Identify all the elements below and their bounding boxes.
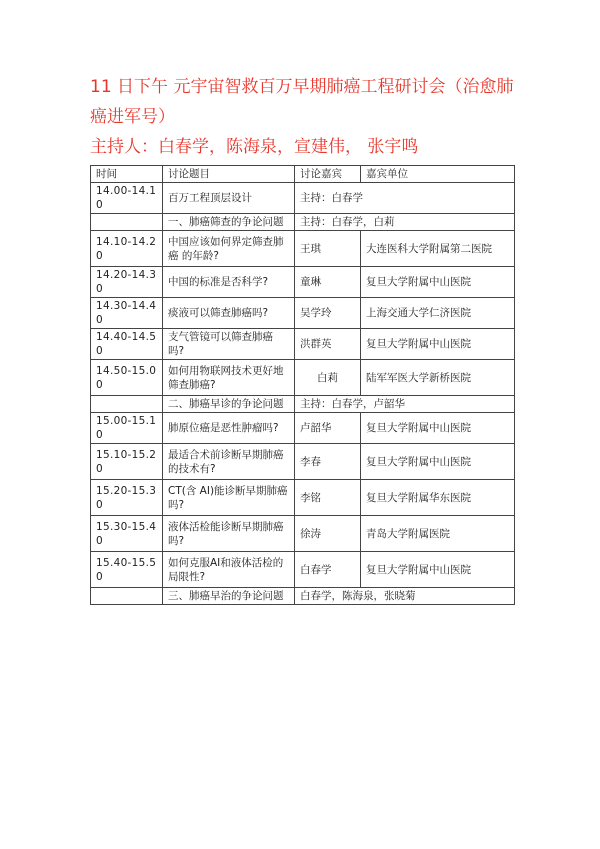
cell-time: 15.40-15.50	[91, 552, 163, 588]
cell-guest: 白莉	[295, 360, 361, 396]
cell-guest: 吴学玲	[295, 298, 361, 329]
session-row	[91, 183, 515, 214]
cell-time: 14.10-14.20	[91, 231, 163, 267]
cell-guest: 徐涛	[295, 516, 361, 552]
cell-guest: 洪群英	[295, 329, 361, 360]
table-row	[91, 516, 515, 552]
cell-time: 15.10-15.20	[91, 444, 163, 480]
cell-topic: 肺原位癌是恶性肿瘤吗?	[163, 413, 295, 444]
cell-topic: 最适合术前诊断早期肺癌的技术有?	[163, 444, 295, 480]
cell-unit: 陆军军医大学新桥医院	[361, 360, 515, 396]
session-row	[91, 396, 515, 413]
cell-unit: 复旦大学附属华东医院	[361, 480, 515, 516]
cell-topic: CT(含 AI)能诊断早期肺癌吗?	[163, 480, 295, 516]
cell-unit: 复旦大学附属中山医院	[361, 552, 515, 588]
header-unit: 嘉宾单位	[361, 166, 515, 183]
cell-topic: 中国的标准是否科学?	[163, 267, 295, 298]
cell-time	[91, 588, 163, 605]
cell-topic: 支气管镜可以筛查肺癌吗?	[163, 329, 295, 360]
cell-topic: 如何用物联网技术更好地 筛查肺癌?	[163, 360, 295, 396]
header-time: 时间	[91, 166, 163, 183]
cell-time	[91, 396, 163, 413]
cell-unit: 复旦大学附属中山医院	[361, 329, 515, 360]
cell-time: 15.30-15.40	[91, 516, 163, 552]
table-row	[91, 480, 515, 516]
cell-guest: 王琪	[295, 231, 361, 267]
cell-session-host: 主持：白春学，白莉	[295, 214, 515, 231]
cell-time	[91, 214, 163, 231]
header-topic: 讨论题目	[163, 166, 295, 183]
cell-time: 15.20-15.30	[91, 480, 163, 516]
cell-topic: 二、肺癌早诊的争论问题	[163, 396, 295, 413]
cell-time: 14.40-14.50	[91, 329, 163, 360]
cell-time: 14.20-14.30	[91, 267, 163, 298]
cell-session-host: 主持：白春学，卢韶华	[295, 396, 515, 413]
cell-topic: 一、肺癌筛查的争论问题	[163, 214, 295, 231]
table-header-row	[91, 166, 515, 183]
cell-unit: 上海交通大学仁济医院	[361, 298, 515, 329]
table-row	[91, 329, 515, 360]
table-row	[91, 298, 515, 329]
cell-time: 14.00-14.10	[91, 183, 163, 214]
cell-guest: 李春	[295, 444, 361, 480]
cell-session-host: 白春学，陈海泉，张晓菊	[295, 588, 515, 605]
hosts-line: 主持人：白春学，陈海泉，宣建伟， 张宇鸣	[90, 137, 419, 157]
table-row	[91, 231, 515, 267]
cell-unit: 复旦大学附属中山医院	[361, 444, 515, 480]
cell-time: 14.30-14.40	[91, 298, 163, 329]
table-row	[91, 413, 515, 444]
cell-guest: 白春学	[295, 552, 361, 588]
session-row	[91, 214, 515, 231]
cell-unit: 大连医科大学附属第二医院	[361, 231, 515, 267]
cell-guest: 童琳	[295, 267, 361, 298]
cell-unit: 复旦大学附属中山医院	[361, 267, 515, 298]
cell-guest: 李铭	[295, 480, 361, 516]
cell-topic: 中国应该如何界定筛查肺癌 的年龄?	[163, 231, 295, 267]
cell-unit: 青岛大学附属医院	[361, 516, 515, 552]
cell-unit: 复旦大学附属中山医院	[361, 413, 515, 444]
cell-session-host: 主持：白春学	[295, 183, 515, 214]
table-row	[91, 267, 515, 298]
cell-topic: 液体活检能诊断早期肺癌吗?	[163, 516, 295, 552]
cell-topic: 百万工程顶层设计	[163, 183, 295, 214]
cell-topic: 三、肺癌早治的争论问题	[163, 588, 295, 605]
cell-guest: 卢韶华	[295, 413, 361, 444]
cell-topic: 如何克服AI和液体活检的局限性?	[163, 552, 295, 588]
cell-time: 15.00-15.10	[91, 413, 163, 444]
cell-time: 14.50-15.00	[91, 360, 163, 396]
cell-topic: 痰液可以筛查肺癌吗?	[163, 298, 295, 329]
table-row	[91, 360, 515, 396]
table-row	[91, 552, 515, 588]
session-row	[91, 588, 515, 605]
header-guest: 讨论嘉宾	[295, 166, 361, 183]
schedule-table	[90, 165, 515, 605]
page-title: 11 日下午 元宇宙智救百万早期肺癌工程研讨会（治愈肺癌进军号）	[90, 77, 514, 127]
table-row	[91, 444, 515, 480]
